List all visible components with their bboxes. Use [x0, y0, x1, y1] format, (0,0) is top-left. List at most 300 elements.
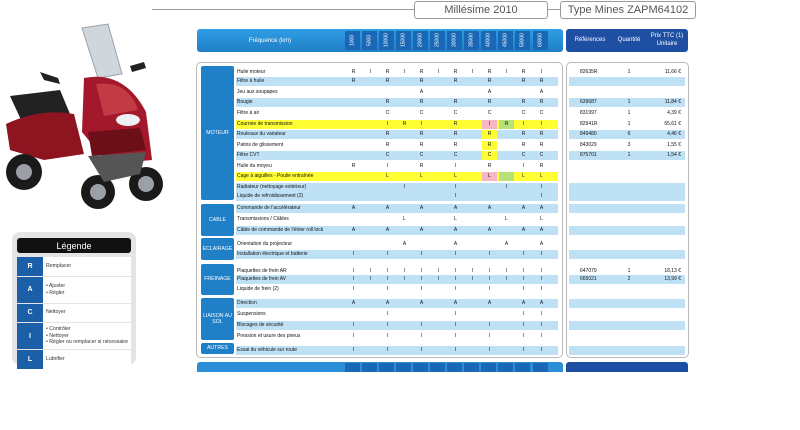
legend-description [43, 257, 131, 276]
parts-row [569, 172, 685, 181]
interval-cell: R [521, 131, 526, 137]
interval-cell: A [419, 205, 424, 211]
parts-row [569, 88, 685, 97]
legend-code: A [17, 277, 43, 303]
part-ref: 843029 [580, 142, 597, 148]
interval-cell: C [385, 110, 390, 116]
interval-cell [363, 141, 378, 150]
interval-cell [397, 98, 412, 107]
interval-cell [516, 183, 531, 192]
km-header-1000: 1000 [345, 31, 360, 50]
interval-cell: R [453, 131, 458, 137]
interval-cell: R [419, 142, 424, 148]
row-label: Cage à aiguilles - Poulie entraînée [237, 173, 314, 179]
row-label: Courroie de transmission [237, 121, 293, 127]
interval-cell [397, 285, 412, 294]
part-qty: 1 [627, 99, 631, 105]
section-autres: AUTRES [201, 343, 234, 354]
table-row [236, 172, 558, 181]
interval-cell: I [540, 69, 543, 75]
interval-cell [380, 240, 395, 249]
interval-cell: A [402, 241, 407, 247]
interval-cell [465, 299, 480, 308]
interval-cell [414, 183, 429, 192]
interval-cell: C [521, 110, 526, 116]
interval-cell [465, 120, 480, 129]
interval-cell: R [453, 69, 458, 75]
interval-cell: R [453, 78, 458, 84]
interval-cell: I [420, 268, 423, 274]
interval-cell [499, 77, 514, 86]
interval-cell [363, 285, 378, 294]
part-price: 4,46 € [667, 131, 681, 137]
interval-cell: A [453, 300, 458, 306]
part-ref [580, 162, 620, 171]
interval-cell [465, 98, 480, 107]
interval-cell: C [539, 152, 544, 158]
part-ref [580, 310, 620, 319]
interval-cell: I [386, 311, 389, 317]
interval-cell [397, 310, 412, 319]
interval-cell [431, 130, 446, 139]
row-label: Liquide de refroidissement (2) [237, 193, 304, 199]
interval-cell: C [539, 110, 544, 116]
parts-row [569, 226, 685, 235]
interval-cell: I [437, 69, 440, 75]
references-header: Références [574, 36, 606, 43]
interval-cell: I [522, 333, 525, 339]
interval-cell [346, 141, 361, 150]
parts-row [569, 183, 685, 192]
interval-cell [499, 141, 514, 150]
interval-cell [397, 192, 412, 201]
interval-cell: I [488, 286, 491, 292]
interval-cell: R [385, 142, 390, 148]
section-cable: CABLE [201, 204, 234, 236]
interval-cell: R [385, 69, 390, 75]
part-ref [580, 250, 620, 259]
part-price [647, 162, 681, 171]
part-ref [580, 240, 620, 249]
interval-cell [414, 192, 429, 201]
interval-cell [499, 321, 514, 330]
interval-cell [499, 226, 514, 235]
interval-cell: L [420, 173, 423, 179]
part-qty [617, 162, 641, 171]
table-row [236, 285, 558, 294]
part-qty: 1 [627, 152, 631, 158]
parts-row [569, 299, 685, 308]
interval-cell [397, 109, 412, 118]
interval-cell: R [419, 131, 424, 137]
interval-cell: L [505, 216, 508, 222]
row-label: Câble de commande de l'étrier roll lock [237, 227, 324, 233]
interval-cell: I [386, 251, 389, 257]
interval-cell: R [419, 99, 424, 105]
interval-cell: I [540, 268, 543, 274]
interval-cell [482, 215, 497, 224]
interval-cell [431, 226, 446, 235]
part-qty [617, 250, 641, 259]
interval-cell [363, 226, 378, 235]
parts-row [569, 285, 685, 294]
interval-cell [414, 310, 429, 319]
km-footer-cell [362, 363, 377, 372]
part-price [647, 346, 681, 355]
part-price [647, 299, 681, 308]
interval-cell [482, 240, 497, 249]
parts-header-bar [566, 29, 688, 52]
parts-row [569, 192, 685, 201]
table-row [236, 141, 558, 150]
km-header-35000: 35000 [464, 31, 479, 50]
row-label: Plaquettes de frein AR [237, 268, 287, 274]
part-ref: 875701 [580, 152, 597, 158]
interval-cell [380, 215, 395, 224]
part-qty [617, 346, 641, 355]
interval-cell: I [540, 276, 543, 282]
row-label: Filtre à huile [237, 78, 265, 84]
interval-cell [465, 240, 480, 249]
interval-cell [363, 98, 378, 107]
interval-cell [397, 141, 412, 150]
interval-cell: R [385, 131, 390, 137]
interval-cell: I [540, 286, 543, 292]
interval-cell: I [522, 347, 525, 353]
table-row [236, 204, 558, 213]
interval-cell [431, 120, 446, 129]
interval-cell [363, 332, 378, 341]
part-price [647, 215, 681, 224]
interval-cell: R [351, 69, 356, 75]
interval-cell [499, 88, 514, 97]
interval-cell [397, 130, 412, 139]
part-ref [580, 226, 620, 235]
interval-cell [431, 151, 446, 160]
interval-cell [346, 310, 361, 319]
interval-cell [431, 310, 446, 319]
interval-cell [499, 299, 514, 308]
type-label: Type Mines ZAPM64102 [560, 1, 696, 19]
row-label: Huile moteur [237, 69, 266, 75]
interval-cell: R [351, 163, 356, 169]
interval-cell [431, 141, 446, 150]
interval-cell [431, 332, 446, 341]
legend-line: Lubrifier [46, 355, 65, 362]
interval-cell [431, 346, 446, 355]
interval-cell: R [539, 78, 544, 84]
interval-cell: I [488, 322, 491, 328]
interval-cell [499, 98, 514, 107]
interval-cell [499, 332, 514, 341]
interval-cell [499, 151, 514, 160]
interval-cell [465, 204, 480, 213]
part-ref [580, 88, 620, 97]
row-label: Huile du moyeu [237, 163, 272, 169]
interval-cell: I [437, 268, 440, 274]
row-label: Filtre CVT [237, 152, 260, 158]
interval-cell [499, 172, 514, 181]
part-price [647, 172, 681, 181]
legend-line: • Nettoyer [46, 332, 69, 339]
interval-cell: I [516, 120, 531, 129]
header-divider-left [152, 9, 414, 10]
interval-cell [363, 130, 378, 139]
part-ref [580, 285, 620, 294]
part-qty [617, 321, 641, 330]
part-ref [580, 77, 620, 86]
interval-cell [346, 192, 361, 201]
interval-cell [482, 310, 497, 319]
part-price [647, 321, 681, 330]
legend-code: I [17, 323, 43, 349]
table-row [236, 88, 558, 97]
interval-cell [380, 183, 395, 192]
table-row [236, 215, 558, 224]
interval-cell [363, 310, 378, 319]
interval-cell: I [420, 251, 423, 257]
interval-cell [516, 192, 531, 201]
row-label: Radiateur (nettoyage extérieur) [237, 184, 307, 190]
section-eclairage: ECLAIRAGE [201, 238, 234, 260]
part-price: 1,55 € [667, 142, 681, 148]
parts-row [569, 109, 685, 118]
interval-cell: C [453, 152, 458, 158]
km-header-15000: 15000 [396, 31, 411, 50]
interval-cell: A [385, 300, 390, 306]
interval-cell: L [540, 216, 543, 222]
section-liaison: LIAISON AU SOL [201, 298, 234, 340]
interval-cell: I [352, 333, 355, 339]
part-ref [580, 215, 620, 224]
part-qty [617, 172, 641, 181]
interval-cell: R [419, 78, 424, 84]
interval-cell [363, 183, 378, 192]
interval-cell: A [453, 227, 458, 233]
frequency-label: Fréquence (km) [248, 37, 292, 44]
parts-row [569, 141, 685, 150]
legend-description [43, 304, 131, 323]
interval-cell: R [419, 163, 424, 169]
part-qty [617, 299, 641, 308]
interval-cell [465, 250, 480, 259]
interval-cell [363, 321, 378, 330]
parts-row [569, 346, 685, 355]
interval-cell: A [539, 227, 544, 233]
part-price [647, 250, 681, 259]
interval-cell: R [539, 131, 544, 137]
part-ref [580, 172, 620, 181]
interval-cell [346, 172, 361, 181]
interval-cell [465, 183, 480, 192]
interval-cell [465, 332, 480, 341]
interval-cell: I [454, 163, 457, 169]
part-qty [617, 183, 641, 192]
part-ref [580, 332, 620, 341]
km-footer-cell [515, 363, 530, 372]
part-ref: 82635R [580, 69, 598, 75]
interval-cell: R [521, 99, 526, 105]
interval-cell [346, 98, 361, 107]
interval-cell: I [420, 286, 423, 292]
interval-cell: I [505, 184, 508, 190]
table-row [236, 162, 558, 171]
interval-cell [346, 130, 361, 139]
interval-cell: R [453, 121, 458, 127]
interval-cell: R [539, 142, 544, 148]
interval-cell [380, 192, 395, 201]
interval-cell: A [351, 300, 356, 306]
interval-cell: I [454, 193, 457, 199]
interval-cell: R [487, 69, 492, 75]
legend-item [17, 257, 131, 276]
part-price [647, 88, 681, 97]
interval-cell [397, 88, 412, 97]
interval-cell [465, 346, 480, 355]
interval-cell [431, 98, 446, 107]
table-row [236, 226, 558, 235]
interval-cell: C [487, 110, 492, 116]
part-price [647, 310, 681, 319]
interval-cell [431, 321, 446, 330]
interval-cell [465, 141, 480, 150]
legend-item [17, 304, 131, 323]
interval-cell [363, 215, 378, 224]
interval-cell [397, 226, 412, 235]
interval-cell: A [487, 89, 492, 95]
interval-cell: I [420, 333, 423, 339]
interval-cell: A [504, 241, 509, 247]
interval-cell: C [453, 110, 458, 116]
interval-cell [346, 215, 361, 224]
part-ref [580, 299, 620, 308]
km-footer-cell [481, 363, 496, 372]
part-price [647, 332, 681, 341]
interval-cell [346, 183, 361, 192]
km-header-25000: 25000 [430, 31, 445, 50]
frequency-header-bar [197, 29, 563, 52]
legend-title: Légende [17, 238, 131, 253]
interval-cell: I [488, 276, 491, 282]
interval-cell: I [386, 347, 389, 353]
parts-row [569, 332, 685, 341]
km-footer-cell [447, 363, 462, 372]
interval-cell [465, 109, 480, 118]
section-moteur: MOTEUR [201, 66, 234, 200]
table-row [236, 346, 558, 355]
legend [12, 232, 136, 365]
interval-cell [397, 346, 412, 355]
interval-cell: A [487, 205, 492, 211]
interval-cell: I [454, 322, 457, 328]
interval-cell: I [454, 347, 457, 353]
km-header-45000: 45000 [498, 31, 513, 50]
part-ref: 82941R [580, 121, 598, 127]
interval-cell [363, 192, 378, 201]
part-price: 13,99 € [664, 276, 681, 282]
row-label: Filtre à air [237, 110, 260, 116]
interval-cell: I [522, 163, 525, 169]
legend-description [43, 277, 131, 303]
interval-cell [363, 250, 378, 259]
interval-cell [499, 346, 514, 355]
km-footer-cell [533, 363, 548, 372]
row-label: Installation électrique et batterie [237, 251, 308, 257]
interval-cell: I [488, 333, 491, 339]
table-row [236, 183, 558, 192]
legend-item [17, 350, 131, 369]
interval-cell: R [419, 69, 424, 75]
legend-description [43, 350, 131, 369]
km-header-30000: 30000 [447, 31, 462, 50]
interval-cell [431, 285, 446, 294]
interval-cell [465, 172, 480, 181]
interval-cell [397, 332, 412, 341]
km-footer-cell [430, 363, 445, 372]
interval-cell [499, 162, 514, 171]
interval-cell [516, 88, 531, 97]
interval-cell: R [482, 141, 497, 150]
interval-cell: R [539, 99, 544, 105]
interval-cell: A [453, 205, 458, 211]
interval-cell [499, 130, 514, 139]
interval-cell [465, 77, 480, 86]
interval-cell: I [540, 311, 543, 317]
interval-cell [465, 130, 480, 139]
km-footer-cell [413, 363, 428, 372]
interval-cell [465, 226, 480, 235]
quantity-header: Quantité [617, 36, 641, 43]
interval-cell: I [471, 276, 474, 282]
interval-cell: A [487, 227, 492, 233]
interval-cell: R [402, 121, 407, 127]
legend-line: • Régler ou remplacer si nécessaire [46, 339, 128, 346]
interval-cell [346, 240, 361, 249]
interval-cell: R [385, 78, 390, 84]
interval-cell [448, 88, 463, 97]
interval-cell: I [540, 347, 543, 353]
interval-cell: A [419, 89, 424, 95]
km-header-40000: 40000 [481, 31, 496, 50]
legend-code: R [17, 257, 43, 276]
interval-cell [516, 240, 531, 249]
interval-cell: A [385, 227, 390, 233]
price-header: Prix TTC (1) Unitaire [650, 33, 684, 47]
interval-cell: I [488, 251, 491, 257]
interval-cell [397, 250, 412, 259]
interval-cell: I [386, 121, 389, 127]
interval-cell: R [385, 99, 390, 105]
interval-cell: I [522, 286, 525, 292]
part-ref: 831997 [580, 110, 597, 116]
interval-cell: I [352, 286, 355, 292]
parts-footer-bar [566, 362, 688, 372]
legend-line: Remplacer [46, 262, 72, 269]
row-label: Rouleaux du variateur [237, 131, 286, 137]
interval-cell: R [351, 78, 356, 84]
parts-row [569, 77, 685, 86]
interval-cell: I [471, 69, 474, 75]
interval-cell: I [352, 347, 355, 353]
interval-cell: I [420, 322, 423, 328]
interval-cell: I [386, 268, 389, 274]
interval-cell [431, 240, 446, 249]
interval-cell [363, 299, 378, 308]
interval-cell [363, 109, 378, 118]
interval-cell [482, 183, 497, 192]
interval-cell: I [471, 268, 474, 274]
legend-line: • Contrôler [46, 325, 71, 332]
